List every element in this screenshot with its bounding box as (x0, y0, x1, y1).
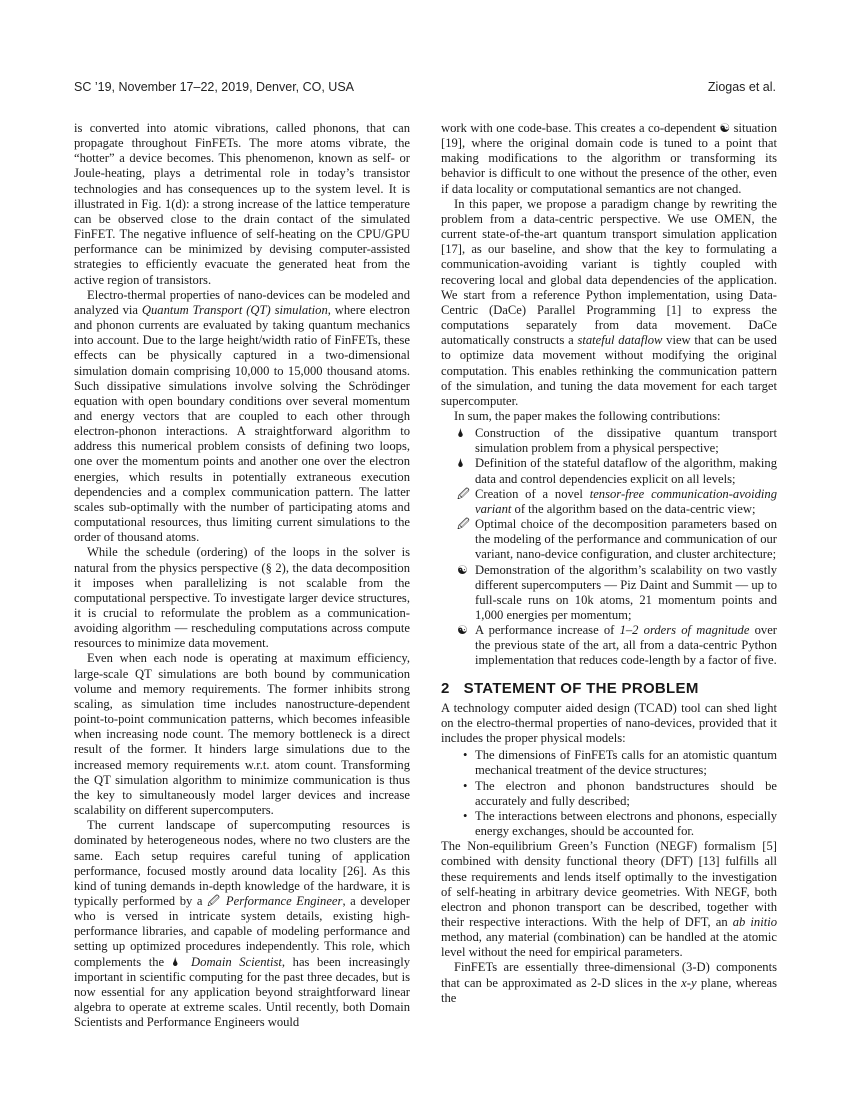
bullet-icon: • (463, 748, 468, 763)
text: The electron and phonon bandstructures should be accurately and fully described; (475, 778, 777, 808)
text: method, any material (combination) can be handled at the atomic level without the need for empirical parameters. (441, 930, 777, 960)
running-head-authors: Ziogas et al. (707, 80, 776, 94)
emphasis: x-y (681, 975, 697, 990)
text: view that can be used to optimize data movement without modifying the original computation. This enables rethinking the communication pattern of the simulation, and tuning the data movement for each target supercomputer. (441, 333, 777, 408)
text: The current landscape of supercomputing resources is dominated by heterogeneous nodes, where no two clusters are the same. Each setup requires careful tuning of application performance, focused mostly around data locality [26]. As this kind of tuning demands in-depth knowledge of the hardware, it is typically performed by a (74, 818, 410, 908)
yin-yang-icon: ☯ (457, 623, 468, 638)
text: , a developer who is versed in intricate system details, existing high-performance libraries, and capable of modeling performance and setting up optimized procedures independently. This role, which complements the (74, 893, 411, 969)
running-head-venue: SC ’19, November 17–22, 2019, Denver, CO, USA (74, 80, 355, 94)
pen-icon: 🖉 (457, 517, 470, 532)
text: of the algorithm based on the data-centric view; (511, 501, 756, 516)
text: The dimensions of FinFETs calls for an atomistic quantum mechanical treatment of the device structures; (475, 748, 777, 778)
emphasis: stateful dataflow (577, 333, 663, 348)
text: Definition of the stateful dataflow of the algorithm, making data and control dependencies explicit on all levels; (475, 456, 777, 486)
paragraph (441, 197, 777, 409)
paragraph: A technology computer aided design (TCAD) tool can shed light on the electro-thermal properties of nano-devices, provided that it includes the proper physical models: (441, 700, 777, 746)
page-header (74, 80, 776, 94)
text: work with one code-base. This creates a co-dependent (441, 121, 720, 135)
text: A performance increase of (475, 623, 620, 638)
emphasis: 1–2 orders of magnitude (619, 623, 750, 638)
text: Electro-thermal properties of nano-devices can be modeled and analyzed via (74, 287, 410, 317)
text: The interactions between electrons and phonons, especially energy exchanges, should be accounted for. (475, 808, 777, 839)
pen-icon: 🖉 (207, 893, 222, 908)
bullet-icon: • (463, 808, 468, 823)
section-heading (441, 681, 777, 696)
section-title: STATEMENT OF THE PROBLEM (463, 679, 699, 697)
list-item (441, 623, 777, 668)
paragraph: Even when each node is operating at maximum efficiency, large-scale QT simulations are both bound by communication volume and memory requirements. The former inhibits strong scaling, as simulation time includes nanostructure-dependent point-to-point communication patterns, which becomes infeasible when increasing node count. The memory bottleneck is a direct result of the former. It hinders large simulations due to the increased memory requirements w.r.t. atom count. Transforming the QT simulation algorithm to minimize communication is thus the key to simultaneously model larger devices and increase scalability on different supercomputers. (74, 651, 410, 818)
droplet-icon: 🌢 (171, 954, 184, 969)
paragraph (74, 818, 410, 1030)
emphasis: Performance Engineer (225, 893, 343, 908)
paragraph: While the schedule (ordering) of the loops in the solver is natural from the physics perspective (§ 2), the data decomposition it imposes when parallelizing is not scalable from the computational perspective. To investigate larger device structures, it is crucial to reformulate the problem as a communication-avoiding algorithm — rescheduling computations across compute resources to minimize data movement. (74, 545, 410, 651)
list-item (441, 809, 777, 839)
text: Demonstration of the algorithm’s scalability on two vastly different supercomputers — Piz Daint and Summit — up to full-scale runs on 10k atoms, 21 momentum points and 1,000 energies per momentum; (475, 562, 777, 622)
list-item (441, 563, 777, 624)
list-item (441, 456, 777, 486)
paragraph: is converted into atomic vibrations, called phonons, that can propagate throughout FinFETs. The more atoms vibrate, the “hotter” a device becomes. This phenomenon, known as self- or Joule-heating, plays a detrimental role in today’s transistor technologies and has consequences up to the system level. It is illustrated in Fig. 1(d): a strong increase of the lattice temperature can be observed close to the drain contact of the simulated FinFET. The negative influence of self-heating on the CPU/GPU performance can be minimized by devising computer-assisted strategies to efficiently evacuate the generated heat from the active region of transistors. (74, 121, 410, 287)
list-item (441, 779, 777, 809)
text: situation [19], where the original domain code is tuned to a point that making modifications to the algorithm or transforming its behavior is difficult to one without the presence of the other, even if data locality or computational semantics are not changed. (441, 121, 777, 196)
list-item (441, 426, 777, 456)
emphasis: ab initio (732, 914, 777, 929)
paragraph (441, 960, 777, 1005)
bullet-icon: • (463, 778, 468, 793)
yin-yang-icon: ☯ (719, 121, 731, 135)
contributions-list (441, 426, 777, 669)
paragraph (74, 288, 410, 546)
text: Creation of a novel (475, 486, 590, 501)
text: Construction of the dissipative quantum transport simulation problem from a physical perspective; (475, 426, 777, 456)
paragraph (441, 121, 777, 197)
droplet-icon: 🌢 (457, 426, 465, 441)
pen-icon: 🖉 (457, 486, 470, 501)
text: The Non-equilibrium Green’s Function (NEGF) formalism [5] combined with density functional theory (DFT) [13] fulfills all these requirements and lends itself optimally to the investigation of self-heating in arbitrary device geometries. With NEGF, both electron and phonon transport can be described, together with their respective interactions. With the help of DFT, an (441, 839, 777, 929)
emphasis: tensor-free communication-avoiding variant (475, 486, 777, 516)
paragraph (441, 839, 777, 960)
droplet-icon: 🌢 (457, 456, 465, 471)
text: , has been increasingly important in scientific computing for the past three decades, but is now essential for any application beyond straightforward linear algebra to operate at extreme scales. Until recently, both Domain Scientists and Performance Engineers would (74, 954, 410, 1030)
text: Optimal choice of the decomposition parameters based on the modeling of the performance and communication of our variant, nano-device configuration, and cluster architecture; (475, 517, 777, 562)
list-item (441, 487, 777, 517)
list-item (441, 517, 777, 562)
text: In this paper, we propose a paradigm change by rewriting the problem from a data-centric perspective. We use OMEN, the current state-of-the-art quantum transport simulation application [17], as our baseline, and show that the key to formulating a communication-avoiding variant is tightly coupled with recovering local and global data dependencies of the application. We start from a reference Python implementation, using Data-Centric (DaCe) Parallel Programming [1] to express the computations separately from data movement. DaCe automatically constructs a (441, 196, 777, 348)
left-column (74, 121, 410, 1030)
text: plane, whereas the (441, 975, 777, 1005)
requirements-list (441, 748, 777, 839)
emphasis: Quantum Transport (QT) simulation (141, 302, 328, 317)
section-number: 2 (441, 679, 450, 697)
emphasis: Domain Scientist (191, 954, 282, 969)
text: FinFETs are essentially three-dimensional (3-D) components that can be approximated as 2-D slices in the (441, 960, 777, 990)
right-column (441, 121, 777, 1006)
yin-yang-icon: ☯ (457, 562, 468, 577)
text: over the previous state of the art, all from a data-centric Python implementation that reduces code-length by a factor of five. (475, 623, 777, 668)
text: , where electron and phonon currents are evaluated by taking quantum mechanics into account. Due to the large height/width ratio of FinFETs, these effects can be physically captured in a two-dimensional simulation domain comprising 10,000 to 15,000 thousand atoms. Such dissipative simulations involve solving the Schrödinger equation with open boundary conditions over several momentum and energy vectors that are coupled to each other through electron-phonon interactions. A straightforward algorithm to address this numerical problem consists of defining two loops, one over the momentum points and another one over the electron energies, which results in potentially extraneous execution dependencies and a complex communication pattern. The latter scales sub-optimally with the number of participating atoms and computational resources, thus limiting current simulations to the order of thousand atoms. (74, 302, 410, 545)
list-item (441, 748, 777, 778)
paragraph: In sum, the paper makes the following contributions: (454, 408, 721, 423)
